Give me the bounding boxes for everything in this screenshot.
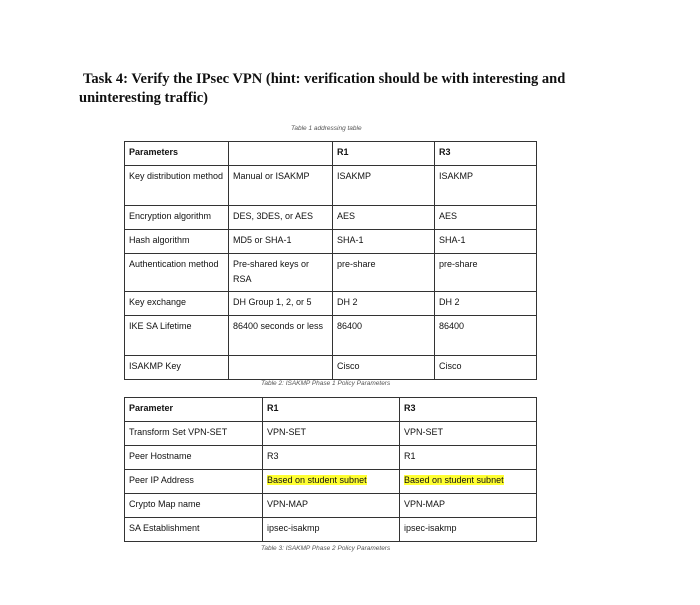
table-cell: Crypto Map name bbox=[125, 494, 263, 518]
header-cell: R3 bbox=[400, 398, 537, 422]
table-cell: DH Group 1, 2, or 5 bbox=[229, 292, 333, 316]
table-cell: Key exchange bbox=[125, 292, 229, 316]
table-cell bbox=[229, 356, 333, 380]
table-header-row bbox=[125, 398, 537, 422]
table-cell: DH 2 bbox=[333, 292, 435, 316]
table-cell: Key distribution method bbox=[125, 166, 229, 206]
table-cell: VPN-MAP bbox=[400, 494, 537, 518]
table-cell: R3 bbox=[263, 446, 400, 470]
table-cell: Hash algorithm bbox=[125, 230, 229, 254]
table-row bbox=[125, 356, 537, 380]
table-cell: ISAKMP Key bbox=[125, 356, 229, 380]
table-row bbox=[125, 518, 537, 542]
table-row bbox=[125, 470, 537, 494]
table-cell: Peer Hostname bbox=[125, 446, 263, 470]
table1-caption: Table 1 addressing table bbox=[291, 125, 362, 132]
table-row bbox=[125, 422, 537, 446]
table-cell: Encryption algorithm bbox=[125, 206, 229, 230]
table-cell: pre-share bbox=[435, 254, 537, 292]
table-cell: DH 2 bbox=[435, 292, 537, 316]
table-cell: MD5 or SHA-1 bbox=[229, 230, 333, 254]
table-cell: SHA-1 bbox=[435, 230, 537, 254]
table-cell bbox=[263, 470, 400, 494]
table-cell: Cisco bbox=[333, 356, 435, 380]
table-cell: Cisco bbox=[435, 356, 537, 380]
table-cell: ipsec-isakmp bbox=[263, 518, 400, 542]
table-cell: R1 bbox=[400, 446, 537, 470]
table3-caption: Table 3: ISAKMP Phase 2 Policy Parameters bbox=[261, 545, 391, 552]
task-heading bbox=[79, 70, 669, 108]
table-row bbox=[125, 494, 537, 518]
table-cell: AES bbox=[333, 206, 435, 230]
table-cell: VPN-SET bbox=[263, 422, 400, 446]
table-cell: Pre-shared keys or RSA bbox=[229, 254, 333, 292]
table-row bbox=[125, 446, 537, 470]
table-cell: Peer IP Address bbox=[125, 470, 263, 494]
task-heading-line1: Task 4: Verify the IPsec VPN (hint: verification should be with interesting and bbox=[83, 71, 566, 87]
header-cell: Parameters bbox=[125, 142, 229, 166]
phase2-parameters-table bbox=[124, 397, 537, 542]
table-cell: IKE SA Lifetime bbox=[125, 316, 229, 356]
table-row bbox=[125, 230, 537, 254]
table-cell: ISAKMP bbox=[333, 166, 435, 206]
header-cell bbox=[229, 142, 333, 166]
header-cell: R1 bbox=[333, 142, 435, 166]
table-cell: pre-share bbox=[333, 254, 435, 292]
header-cell: R1 bbox=[263, 398, 400, 422]
table-row bbox=[125, 316, 537, 356]
table-cell: DES, 3DES, or AES bbox=[229, 206, 333, 230]
task-heading-line2: uninteresting traffic) bbox=[79, 90, 208, 106]
table-cell: VPN-MAP bbox=[263, 494, 400, 518]
table-row bbox=[125, 254, 537, 292]
table-row bbox=[125, 166, 537, 206]
table-cell: 86400 bbox=[333, 316, 435, 356]
table-cell: ipsec-isakmp bbox=[400, 518, 537, 542]
table-cell: Transform Set VPN-SET bbox=[125, 422, 263, 446]
highlighted-value: Based on student subnet bbox=[404, 475, 504, 485]
header-cell: Parameter bbox=[125, 398, 263, 422]
table-header-row bbox=[125, 142, 537, 166]
table-cell bbox=[400, 470, 537, 494]
table-cell: SA Establishment bbox=[125, 518, 263, 542]
table2-caption: Table 2: ISAKMP Phase 1 Policy Parameters bbox=[261, 380, 391, 387]
table-row bbox=[125, 206, 537, 230]
table-cell: SHA-1 bbox=[333, 230, 435, 254]
table-cell: Authentication method bbox=[125, 254, 229, 292]
table-cell: ISAKMP bbox=[435, 166, 537, 206]
table-cell: Manual or ISAKMP bbox=[229, 166, 333, 206]
table-cell: 86400 bbox=[435, 316, 537, 356]
addressing-table bbox=[124, 141, 537, 380]
table-cell: AES bbox=[435, 206, 537, 230]
table-cell: 86400 seconds or less bbox=[229, 316, 333, 356]
header-cell: R3 bbox=[435, 142, 537, 166]
table-row bbox=[125, 292, 537, 316]
highlighted-value: Based on student subnet bbox=[267, 475, 367, 485]
table-cell: VPN-SET bbox=[400, 422, 537, 446]
